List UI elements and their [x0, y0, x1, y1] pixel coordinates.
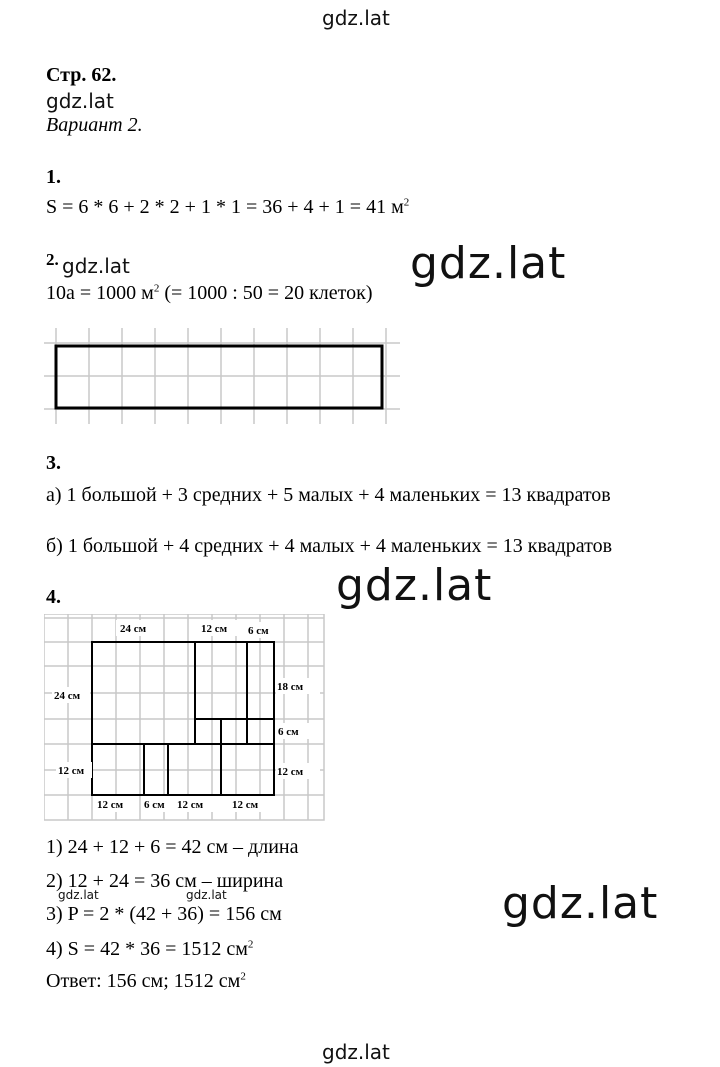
task4-step4: 4) S = 42 * 36 = 1512 $см^2$ [46, 938, 254, 960]
label-top-12: 12 см [201, 623, 228, 635]
variant-label: Вариант 2. [46, 114, 143, 136]
task2-rectangle [56, 346, 382, 408]
watermark-task2: gdz.lat [62, 254, 130, 278]
label-right-6: 6 см [278, 726, 299, 738]
task2-grid-figure [44, 328, 402, 426]
watermark-under-header: gdz.lat [46, 89, 114, 113]
task4-step1: 1) 24 + 12 + 6 = 42 см – длина [46, 836, 299, 858]
watermark-big-2: gdz.lat [336, 560, 493, 611]
task1-number: 1. [46, 166, 61, 188]
page-title: Стр. 62. [46, 64, 117, 86]
label-bottom-12b: 12 см [177, 799, 204, 811]
task3-line-a: а) 1 большой + 3 средних + 5 малых + 4 маленьких = 13 квадратов [46, 484, 611, 506]
task4-step3: 3) P = 2 * (42 + 36) = 156 см [46, 903, 282, 925]
task2-formula: 10а = 1000 $м^2$ (= 1000 : 50 = 20 клеток) [46, 282, 373, 304]
watermark-tiny-1: gdz.lat [58, 888, 99, 902]
task1-formula: S = 6 * 6 + 2 * 2 + 1 * 1 = 36 + 4 + 1 = 41 $м^2$ [46, 196, 410, 218]
watermark-tiny-2: gdz.lat [186, 888, 227, 902]
task4-step2: 2) 12 + 24 = 36 см – ширина [46, 870, 284, 892]
watermark-big-3: gdz.lat [502, 878, 659, 929]
watermark-bottom: gdz.lat [322, 1040, 390, 1064]
task4-answer: Ответ: 156 см; 1512 $см^2$ [46, 970, 246, 992]
label-bottom-12c: 12 см [232, 799, 259, 811]
label-right-12: 12 см [277, 766, 304, 778]
label-left-12: 12 см [58, 765, 85, 777]
task4-grid-figure [44, 614, 326, 822]
watermark-top: gdz.lat [322, 6, 390, 30]
label-top-6: 6 см [248, 625, 269, 637]
task3-number: 3. [46, 452, 61, 474]
label-top-24: 24 см [120, 623, 147, 635]
task2-number: 2. [46, 250, 59, 269]
label-right-18: 18 см [277, 681, 304, 693]
label-bottom-12a: 12 см [97, 799, 124, 811]
task4-number: 4. [46, 586, 61, 608]
task3-line-b: б) 1 большой + 4 средних + 4 малых + 4 маленьких = 13 квадратов [46, 535, 613, 557]
watermark-big-1: gdz.lat [410, 238, 567, 289]
label-bottom-6: 6 см [144, 799, 165, 811]
label-left-24: 24 см [54, 690, 81, 702]
